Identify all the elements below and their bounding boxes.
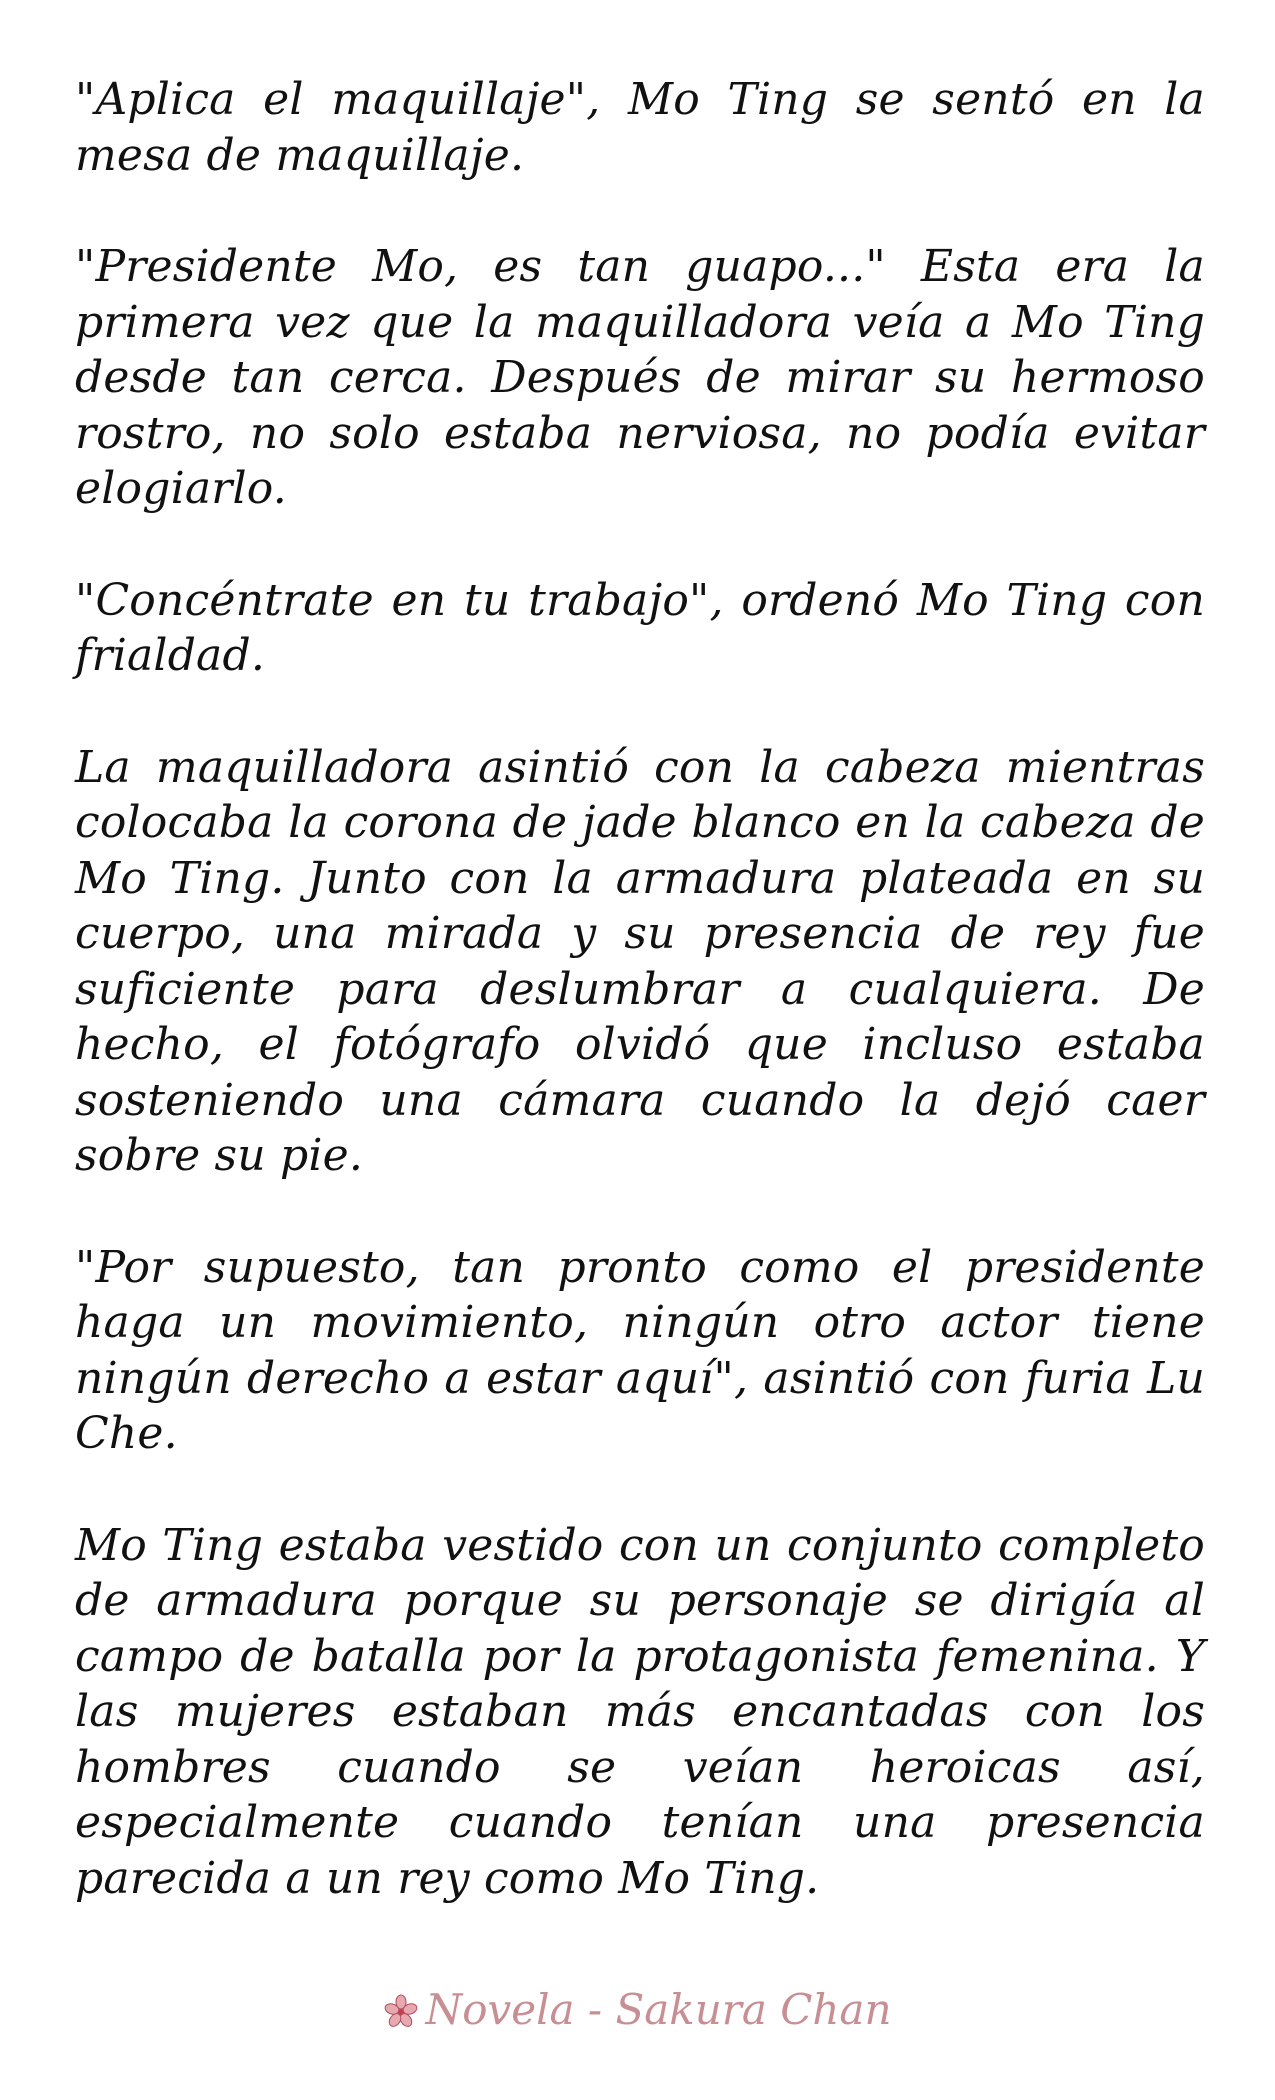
paragraph-4: La maquilladora asintió con la cabeza mientras colocaba la corona de jade blanco en la cabeza de Mo Ting. Junto con la armadura plateada en su cuerpo, una mirada y su presencia de rey fue suficiente para deslumbrar a cualquiera. De hecho, el fotógrafo olvidó que incluso estaba sosteniendo una cámara cuando la dejó caer sobre su pie. [75, 741, 1205, 1181]
watermark-text: Novela - Sakura Chan [425, 1985, 892, 2034]
paragraph-5: "Por supuesto, tan pronto como el presidente haga un movimiento, ningún otro actor tiene ningún derecho a estar aquí", asintió con furia Lu Che. [75, 1241, 1205, 1459]
paragraph-3: "Concéntrate en tu trabajo", ordenó Mo Ting con frialdad. [75, 574, 1205, 681]
watermark [0, 1985, 1275, 2035]
paragraph-6: Mo Ting estaba vestido con un conjunto completo de armadura porque su personaje se dirigía al campo de batalla por la protagonista femenina. Y las mujeres estaban más encantadas con los hombres cuando se veían heroicas así, especialmente cuando tenían una presencia parecida a un rey como Mo Ting. [75, 1519, 1205, 1904]
sakura-flower-icon [383, 1989, 419, 2023]
paragraph-1: "Aplica el maquillaje", Mo Ting se sentó en la mesa de maquillaje. [75, 74, 1205, 181]
paragraph-2: "Presidente Mo, es tan guapo..." Esta era la primera vez que la maquilladora veía a Mo Ting desde tan cerca. Después de mirar su hermoso rostro, no solo estaba nerviosa, no podía evitar elogiarlo. [75, 241, 1205, 514]
